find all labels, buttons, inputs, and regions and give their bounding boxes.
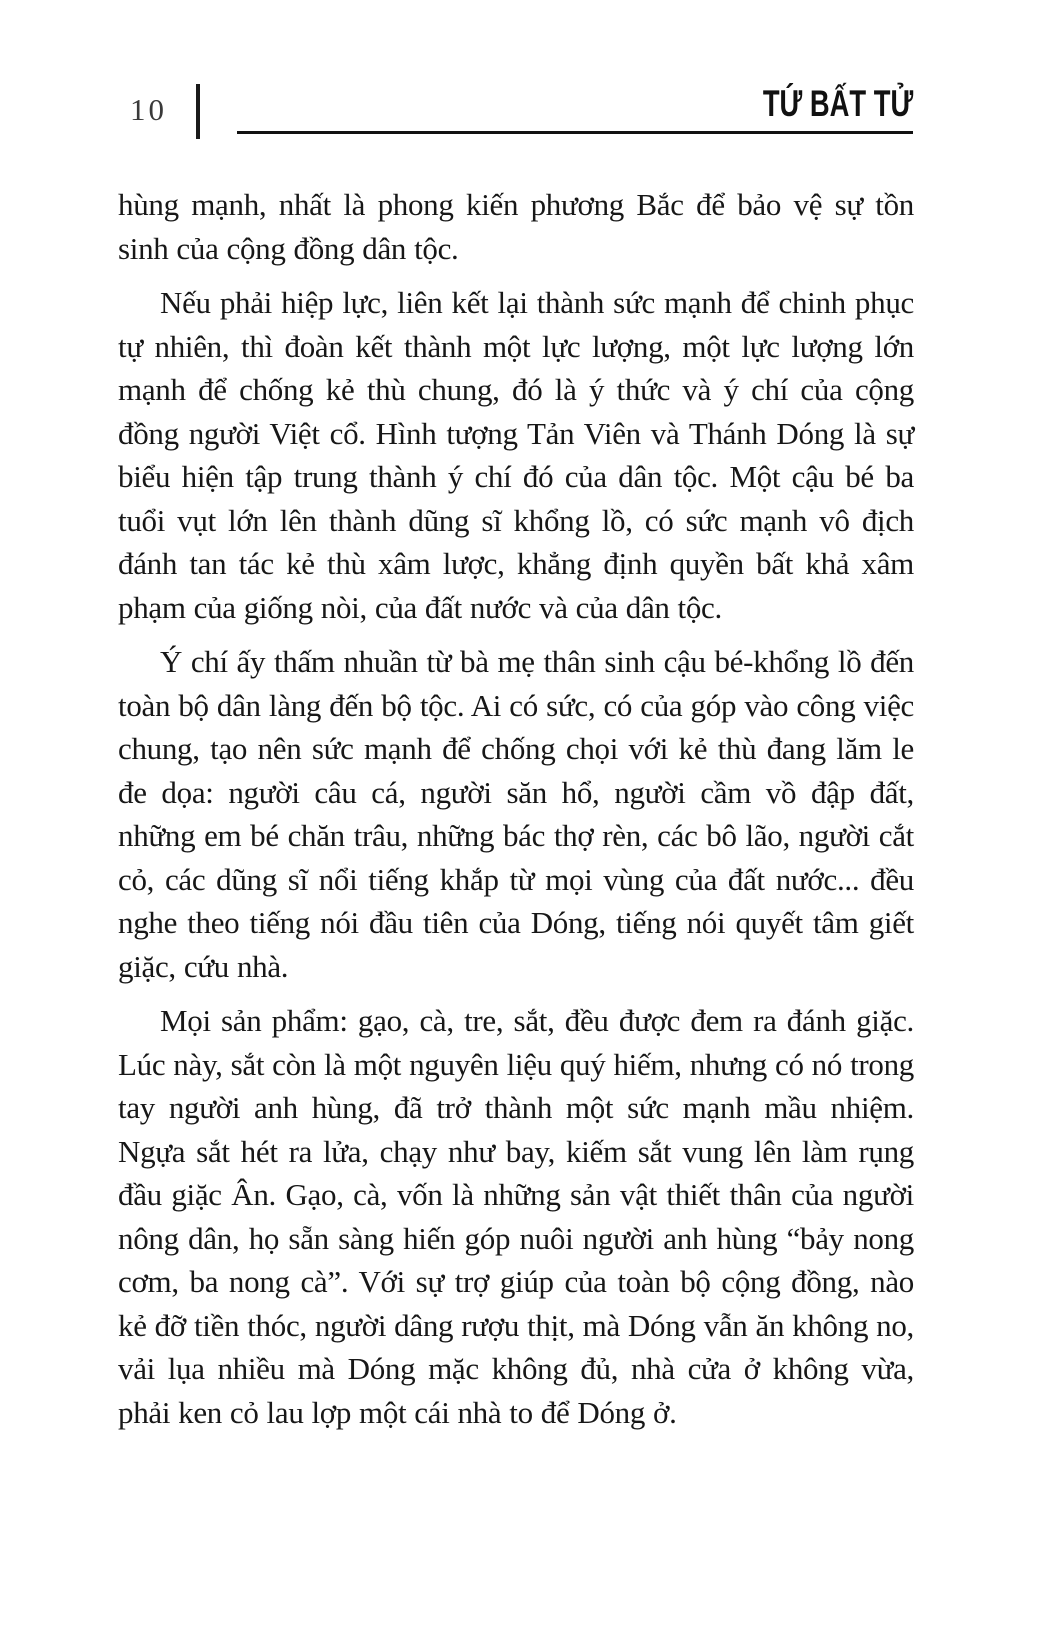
- paragraph: Mọi sản phẩm: gạo, cà, tre, sắt, đều được đem ra đánh giặc. Lúc này, sắt còn là một nguyên liệu quý hiếm, nhưng có nó trong tay người anh hùng, đã trở thành một sức mạnh mầu nhiệm. Ngựa sắt hét ra lửa, chạy như bay, kiếm sắt vung lên làm rụng đầu giặc Ân. Gạo, cà, vốn là những sản vật thiết thân của người nông dân, họ sẵn sàng hiến góp nuôi người anh hùng “bảy nong cơm, ba nong cà”. Với sự trợ giúp của toàn bộ cộng đồng, nào kẻ đỡ tiền thóc, người dâng rượu thịt, mà Dóng vẫn ăn không no, vải lụa nhiều mà Dóng mặc không đủ, nhà cửa ở không vừa, phải ken cỏ lau lợp một cái nhà to để Dóng ở.: [118, 1003, 914, 1430]
- header-rule: [237, 131, 913, 134]
- page-number: 10: [130, 92, 167, 127]
- running-title-wrap: [237, 83, 913, 124]
- paragraph-continuation: hùng mạnh, nhất là phong kiến phương Bắc để bảo vệ sự tồn sinh của cộng đồng dân tộc.: [118, 187, 914, 266]
- paragraph: Ý chí ấy thấm nhuần từ bà mẹ thân sinh cậu bé-khổng lồ đến toàn bộ dân làng đến bộ tộc. Ai có sức, có của góp vào công việc chung, tạo nên sức mạnh để chống chọi với kẻ thù đang lăm le đe dọa: người câu cá, người săn hổ, người cầm vồ đập đất, những em bé chăn trâu, những bác thợ rèn, các bô lão, người cắt cỏ, các dũng sĩ nổi tiếng khắp từ mọi vùng của đất nước... đều nghe theo tiếng nói đầu tiên của Dóng, tiếng nói quyết tâm giết giặc, cứu nhà.: [118, 644, 914, 984]
- paragraph: Nếu phải hiệp lực, liên kết lại thành sức mạnh để chinh phục tự nhiên, thì đoàn kết thành một lực lượng, một lực lượng lớn mạnh để chống kẻ thù chung, đó là ý thức và ý chí của cộng đồng người Việt cổ. Hình tượng Tản Viên và Thánh Dóng là sự biểu hiện tập trung thành ý chí đó của dân tộc. Một cậu bé ba tuổi vụt lớn lên thành dũng sĩ khổng lồ, có sức mạnh vô địch đánh tan tác kẻ thù xâm lược, khẳng định quyền bất khả xâm phạm của giống nòi, của đất nước và của dân tộc.: [118, 285, 914, 625]
- body-text: [118, 183, 914, 1434]
- header-divider-bar: [196, 84, 200, 139]
- running-title: TỨ BẤT TỬ: [762, 83, 913, 124]
